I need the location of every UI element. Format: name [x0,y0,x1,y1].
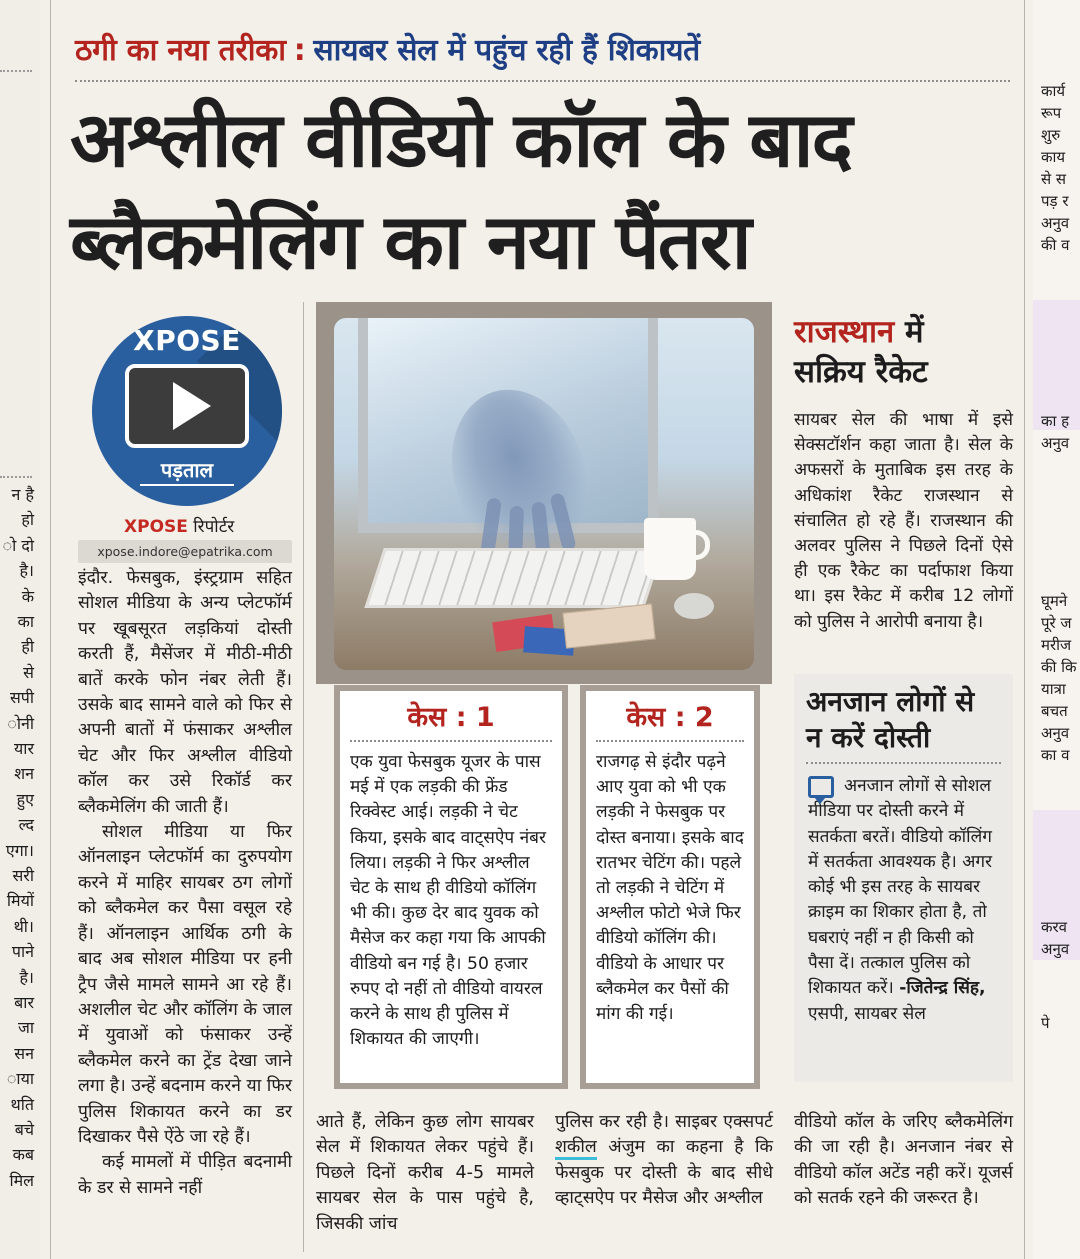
right-fragment: से स [1041,170,1067,188]
screen-icon [125,364,249,448]
right-fragment: की व [1041,236,1070,254]
left-fragment: है। [19,967,34,987]
right-fragment: शुरु [1041,126,1061,144]
left-fragment: सन [14,1043,34,1063]
case-2-text: राजगढ़ से इंदौर पढ़ने आए युवा को भी एक लड़की ने फेसबुक पर दोस्त बनाया। इसके बाद रातभर चेटिंग की। पहले तो लड़की ने चेटिंग में अश्लील फोटो भेजे फिर वीडियो कॉलिंग की। वीडियो के आधार पर ब्लैकमेल कर पैसों की मांग की गई। [596,752,744,1025]
advice-title: अनजान लोगों से न करें दोस्ती [806,685,975,754]
left-fragment: सपी [9,688,34,708]
right-fragment: काय [1041,148,1066,166]
case-1-title: केस : 1 [407,702,495,733]
left-fragment: थति [10,1094,34,1114]
left-fragment: ल्द [18,815,34,835]
paragraph: सोशल मीडिया या फिर ऑनलाइन प्लेटफॉर्म का दुरुपयोग करने में माहिर सायबर ठग लोगों को ब्लैकमेल कर पैसा वसूल रहे हैं। ऑनलाइन आर्थिक ठगी के बाद अब सोशल मीडिया पर हनी ट्रैप जैसे मामले सामने आ रहे हैं। अशलील चेट और कॉलिंग के जाल में युवाओं को फंसाकर उन्हें ब्लैकमेल करने का ट्रेंड देखा जाने लगा है। उन्हें बदनाम करने या फिर पुलिस शिकायत करने का डर दिखाकर पैसे ऐंठे जा रहे हैं। [78,822,292,1147]
left-adjacent-column [0,0,40,1259]
right-fragment: मरीज [1041,636,1072,654]
right-fragment: रूप [1041,104,1062,122]
logo-subtitle: पड़ताल [160,458,214,482]
kicker-label: ठगी का नया तरीका [75,33,286,68]
left-fragment: यार [14,739,34,758]
rajasthan-heading: राजस्थान में सक्रिय रैकेट [794,314,928,390]
left-fragment: सरी [12,866,34,885]
column-separator [50,0,51,1259]
left-fragment: न है [11,485,34,504]
right-fragment: करव [1041,918,1067,936]
column-separator [1024,0,1025,1259]
left-fragment: कब [12,1145,34,1165]
paragraph: कई मामलों में पीड़ित बदनामी के डर से सामने नहीं [78,1152,292,1198]
left-fragment: हुए [16,789,34,809]
article-column-4: वीडियो कॉल के जरिए ब्लैकमेलिंग की जा रही है। अनजान नंबर से वीडियो कॉल अटेंड नही करें। यूजर्स को सतर्क रहने की जरूरत है। [794,1112,1013,1209]
left-fragment: से [23,662,34,682]
article-photo [334,318,754,670]
left-fragment: पाने [11,942,34,962]
byline-role: रिपोर्टर [193,517,235,537]
left-fragment: जा [17,1018,34,1038]
divider [0,476,32,478]
right-adjacent-column [1033,0,1080,1259]
left-fragment: का [17,612,34,631]
right-fragment: अनुव [1041,940,1070,958]
left-fragment: ही [21,637,34,657]
paragraph: इंदौर. फेसबुक, इंस्ट्रग्राम सहित सोशल मीडिया के अन्य प्लेटफॉर्म पर खूबसूरत लड़कियां दोस्ती करती हैं, मैसेंजर में मीठी-मीठी बातें करके फोन नंबर लेती हैं। उसके बाद सामने वाले को फिर से अपनी बातों में फंसाकर अश्लील चेट और फिर अश्लील वीडियो कॉल कर उसे रिकॉर्ड कर ब्लैकमेलिंग की जाती हैं। [78,568,292,817]
article-column-2: आते हैं, लेकिन कुछ लोग सायबर सेल में शिकायत लेकर पहुंचे हैं। पिछले दिनों करीब 4-5 मामले सायबर सेल के पास पहुंचे है, जिसकी जांच [316,1112,534,1234]
headline-line-2: ब्लैकमेलिंग का नया पैंतरा [70,197,750,286]
left-fragment: है। [19,561,34,581]
play-icon [173,382,211,430]
reporter-email[interactable]: xpose.indore@epatrika.com [78,540,292,563]
rajasthan-text: सायबर सेल की भाषा में इसे सेक्सटॉर्शन कहा जाता है। सेल के अफसरों के मुताबिक इस तरह के अधिकांश रैकेट राजस्थान से संचालित हो रहे हैं। राजस्थान की अलवर पुलिस ने पिछले दिनों ऐसे ही एक रैकेट का पर्दाफाश किया था। इस रैकेट में करीब 12 लोगों को पुलिस ने आरोपी बनाया है। [794,410,1013,632]
right-fragment: का व [1041,746,1070,764]
advice-box [794,674,1013,1082]
article-column-3: पुलिस कर रही है। साइबर एक्सपर्ट शकील अंजुम का कहना है कि फेसबुक पर दोस्ती के बाद सीधे व्हाट्सऐप पर मैसेज और अश्लील [555,1112,773,1209]
left-fragment: ोनी [7,713,34,733]
right-fragment: बचत [1041,702,1068,720]
left-fragment: शन [14,764,34,784]
right-fragment: अनुव [1041,434,1070,452]
highlighted-name: शकील [555,1137,597,1160]
left-fragment: ो दो [2,535,34,555]
speech-bubble-icon [808,776,834,798]
left-fragment: ाया [6,1069,34,1089]
case-1-text: एक युवा फेसबुक यूजर के पास मई में एक लड़की की फ्रेंड रिक्वेस्ट आई। लड़की ने चेट किया, इसके बाद वाट्सऐप नंबर लिया। लड़की ने फिर अश्लील चेट के साथ ही वीडियो कॉलिंग भी की। कुछ देर बाद युवक को मैसेज कर कहा गया कि आपकी वीडियो बन गई है। 50 हजार रुपए दो नहीं तो वीडियो वायरल करने के साथ ही पुलिस में शिकायत की जाएगी। [350,752,546,1050]
advice-text: अनजान लोगों से सोशल मीडिया पर दोस्ती करने में सतर्कता बरतें। वीडियो कॉलिंग में सतर्कता आवश्यक है। अगर कोई भी इस तरह के सायबर क्राइम का शिकार होता है, तो घबराएं नहीं न ही किसी को पैसा दें। तत्काल पुलिस को शिकायत करें। -जितेन्द्र सिंह, एसपी, सायबर सेल [808,776,993,1024]
left-fragment: के [21,586,34,606]
right-fragment: की कि [1041,658,1077,676]
right-fragment: अनुव [1041,214,1070,232]
divider [75,80,1010,82]
right-fragment: कार्य [1041,82,1066,100]
case-2-box [580,685,760,1089]
left-fragment: मिल [9,1170,34,1190]
kicker-text: सायबर सेल में पहुंच रही हैं शिकायतें [313,33,700,68]
right-fragment: घूमने [1041,592,1068,610]
case-1-box [334,685,568,1089]
byline-brand: XPOSE [124,517,188,537]
right-fragment: पड़ र [1041,192,1069,210]
right-fragment: यात्रा [1041,680,1066,698]
xpose-logo [92,316,282,506]
right-fragment: पूरे ज [1041,614,1072,632]
article-column-1 [78,566,292,1201]
divider [0,70,32,72]
headline-line-1: अश्लील वीडियो कॉल के बाद [70,95,851,184]
left-fragment: एगा। [5,840,34,860]
left-fragment: थी। [13,916,34,936]
left-fragment: हो [21,510,34,530]
advice-attribution-name: -जितेन्द्र सिंह, [899,978,986,999]
byline [124,514,234,537]
column-separator [303,302,304,1252]
right-fragment: अनुव [1041,724,1070,742]
advice-attribution-role: एसपी, सायबर सेल [808,1003,926,1024]
kicker: ठगी का नया तरीका : सायबर सेल में पहुंच रही हैं शिकायतें [75,33,700,68]
logo-title: XPOSE [133,324,241,357]
left-fragment: बार [14,993,34,1012]
left-fragment: मियों [6,891,34,911]
case-2-title: केस : 2 [626,702,714,733]
right-fragment: पे [1041,1014,1050,1032]
right-fragment: का ह [1041,412,1070,430]
left-fragment: बचे [14,1120,34,1139]
